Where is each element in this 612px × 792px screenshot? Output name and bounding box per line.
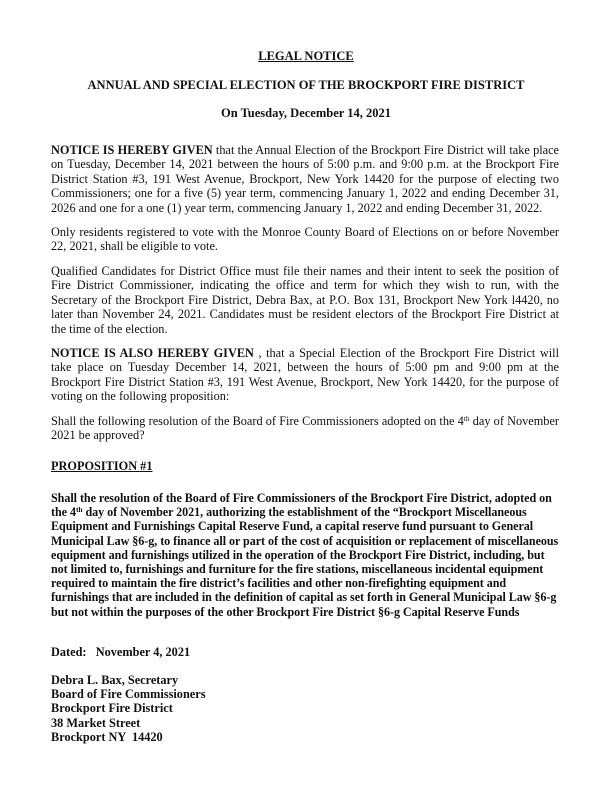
special-election-text: , that a Special Election of the Brockport Fire District will take place on Tuesday December 14, 2021, between the hours of 5:00 pm and 9:00 pm at the Brockport Fire District Station #3, 191 West Avenue, Brockport, New York 14420, for the purpose of voting on the following proposition: xyxy=(51,346,559,404)
ordinal-suffix: th xyxy=(75,505,83,515)
signatory-street: 38 Market Street xyxy=(51,715,141,730)
candidate-filing-paragraph: Qualified Candidates for District Office must file their names and their intent to seek the position of Fire District Commissioner, indicating the office and term for which they wish to run, with the Secretary of the Brockport Fire District, Debra Bax, at P.O. Box 131, Brockport New York l4420, no later than November 24, 2021. Candidates must be resident electors of the Brockport Fire District at the time of the election. xyxy=(51,264,559,336)
ordinal-suffix: th xyxy=(463,414,470,423)
proposition-heading: PROPOSITION #1 xyxy=(51,459,153,473)
annual-election-text: that the Annual Election of the Brockport Fire District will take place on Tuesday, December 14, 2021 between the hours of 5:00 p.m. and 9:00 p.m. at the Brockport Fire District Station #3, 191 West Avenue, Brockport, New York 14420 for the purpose of electing two Commissioners; one for a five (5) year term, commencing January 1, 2022 and ending December 31, 2026 and one for a one (1) year term, commencing January 1, 2022 and ending December 31, 2022. xyxy=(51,143,560,215)
election-date-heading: On Tuesday, December 14, 2021 xyxy=(221,106,391,120)
resolution-question-paragraph xyxy=(51,414,559,443)
signature-block xyxy=(51,673,206,744)
notice-also-lead: NOTICE IS ALSO HEREBY GIVEN xyxy=(51,346,254,360)
resolution-question-text-end: day of November 2021 be approved? xyxy=(51,414,559,443)
notice-lead: NOTICE IS HEREBY GIVEN xyxy=(51,143,213,157)
special-election-paragraph xyxy=(51,346,559,404)
voter-eligibility-paragraph: Only residents registered to vote with the Monroe County Board of Elections on or before November 22, 2021, shall be eligible to vote. xyxy=(51,225,559,254)
notice-title: LEGAL NOTICE xyxy=(258,49,354,63)
signatory-city: Brockport NY 14420 xyxy=(51,729,163,744)
proposition-text-end: day of November 2021, authorizing the establishment of the “Brockport Miscellaneous Equipment and Furnishings Capital Reserve Fund, a capital reserve fund pursuant to General Municipal Law §6-g, to finance all or part of the cost of acquisition or replacement of miscellaneous equipment and furnishings utilized in the operation of the Brockport Fire District, including, but not limited to, furnishings and furniture for the fire stations, miscellaneous incidental equipment required to maintain the fire district’s facilities and other non-firefighting equipment and furnishings that are included in the definition of capital as set forth in General Municipal Law §6-g but not within the purposes of the other Brockport Fire District §6-g Capital Reserve Funds xyxy=(51,505,559,619)
election-heading: ANNUAL AND SPECIAL ELECTION OF THE BROCKPORT FIRE DISTRICT xyxy=(87,78,525,92)
signatory-district: Brockport Fire District xyxy=(51,701,173,716)
annual-election-paragraph xyxy=(51,143,559,215)
dated-line: Dated: November 4, 2021 xyxy=(51,645,191,659)
signatory-name: Debra L. Bax, Secretary xyxy=(51,673,179,687)
proposition-body xyxy=(51,491,559,619)
signatory-board: Board of Fire Commissioners xyxy=(51,687,206,702)
proposition-text: Shall the resolution of the Board of Fire Commissioners of the Brockport Fire District, adopted on the 4 xyxy=(51,491,552,520)
resolution-question-text: Shall the following resolution of the Board of Fire Commissioners adopted on the 4 xyxy=(51,414,464,428)
